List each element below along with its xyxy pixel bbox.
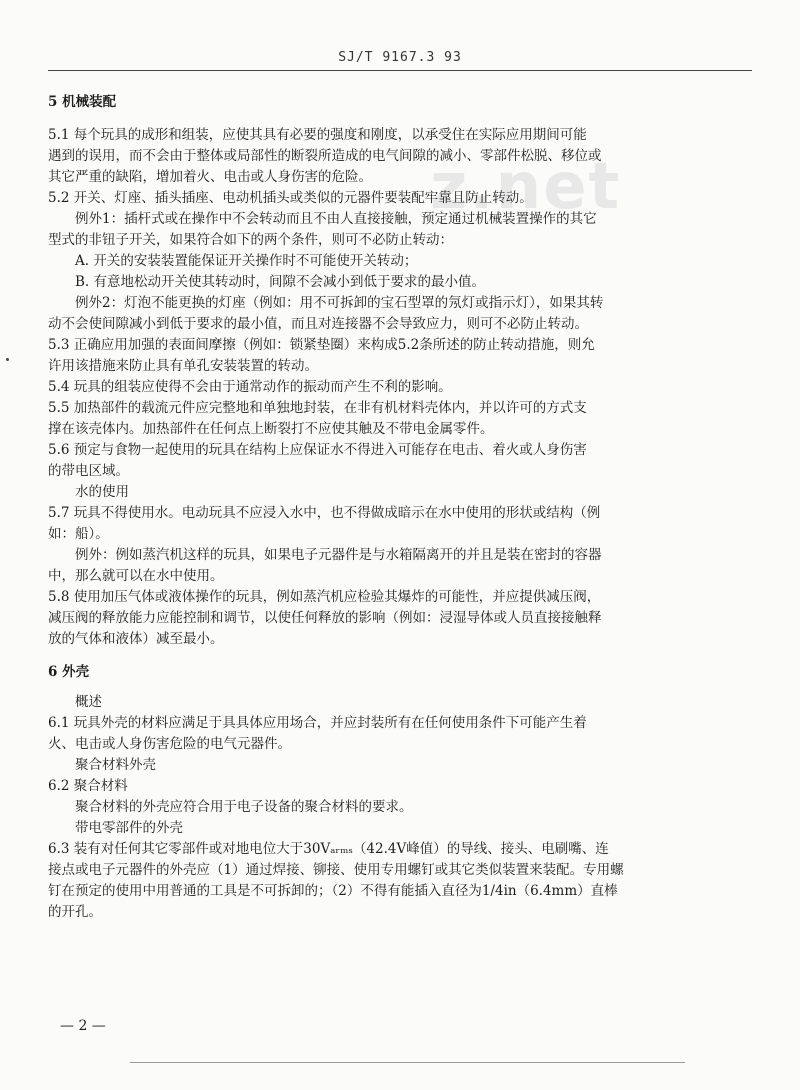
text-line: 撑在该壳体内。加热部件在任何点上断裂打不应使其触及不带电金属零件。: [48, 421, 494, 437]
bottom-rule: [130, 1062, 685, 1063]
text-line: 5.1 每个玩具的成形和组装，应使其具有必要的强度和刚度，以承受住在实际应用期间可能: [48, 127, 587, 143]
spacer: [48, 683, 758, 692]
text-line: B. 有意地松动开关使其转动时，间隙不会减小到低于要求的最小值。: [75, 274, 486, 290]
text-line: 5.6 预定与食物一起使用的玩具在结构上应保证水不得进入可能存在电击、着火或人身伤害: [48, 442, 587, 458]
text-line: 5.8 使用加压气体或液体操作的玩具，例如蒸汽机应检验其爆炸的可能性，并应提供减压阀，: [48, 589, 601, 605]
text-line: 5.3 正确应用加强的表面间摩擦（例如：锁紧垫圈）来构成5.2条所述的防止转动措施，则允: [48, 337, 595, 353]
text-line: 6.1 玩具外壳的材料应满足于具具体应用场合，并应封装所有在任何使用条件下可能产生着: [48, 715, 587, 731]
scan-speck: [6, 358, 9, 361]
section-heading: 5 机械装配: [48, 94, 117, 110]
text-line: 5.4 玩具的组装应使得不会由于通常动作的振动而产生不利的影响。: [48, 379, 452, 395]
text-line: 如：船）。: [48, 526, 109, 542]
text-line: 钉在预定的使用中用普通的工具是不可拆卸的；（2）不得有能插入直径为1/4in（6.4mm）直棒: [48, 883, 618, 899]
text-line: 带电零部件的外壳: [75, 820, 183, 836]
text-line: 中，那么就可以在水中使用。: [48, 568, 224, 584]
text-line: 许用该措施来防止具有单孔安装装置的转动。: [48, 358, 318, 374]
text-line: 例外1：插杆式或在操作中不会转动而且不由人直接接触，预定通过机械装置操作的其它: [75, 211, 597, 227]
text-line: 概述: [75, 694, 102, 710]
header-rule: [48, 70, 752, 71]
text-line: 动不会使间隙减小到低于要求的最小值，而且对连接器不会导致应力，则可不必防止转动。: [48, 316, 588, 332]
text-line: 减压阀的释放能力应能控制和调节，以使任何释放的影响（例如：浸湿导体或人员直接接触释: [48, 610, 602, 626]
text-line: 火、电击或人身伤害危险的电气元器件。: [48, 736, 291, 752]
text-line: A. 开关的安装装置能保证开关操作时不可能使开关转动；: [75, 253, 418, 269]
section-heading: 6 外壳: [48, 664, 90, 680]
standard-code-header: SJ/T 9167.3 93: [338, 50, 462, 65]
spacer: [48, 113, 758, 125]
text-line: 5.5 加热部件的载流元件应完整地和单独地封装，在非有机材料壳体内，并以许可的方式支: [48, 400, 587, 416]
text-line: 5.2 开关、灯座、插头插座、电动机插头或类似的元器件要装配牢靠且防止转动。: [48, 190, 533, 206]
spacer: [48, 650, 758, 662]
text-line: 型式的非钮子开关，如果符合如下的两个条件，则可不必防止转动：: [48, 232, 453, 248]
text-line: 的开孔。: [48, 904, 102, 920]
text-line: 的带电区域。: [48, 463, 129, 479]
document-body: [48, 92, 758, 923]
text-line: 遇到的误用，而不会由于整体或局部性的断裂所造成的电气间隙的减小、零部件松脱、移位或: [48, 148, 602, 164]
text-line: 水的使用: [75, 484, 129, 500]
text-line: 5.7 玩具不得使用水。电动玩具不应浸入水中，也不得做成暗示在水中使用的形状或结构（例: [48, 505, 601, 521]
watermark: z.net: [430, 150, 622, 224]
text-line: 例外2：灯泡不能更换的灯座（例如：用不可拆卸的宝石型罩的氖灯或指示灯），如果其转: [75, 295, 604, 311]
text-line: 6.3 装有对任何其它零部件或对地电位大于30Vₐᵣₘₛ（42.4V峰值）的导线、接头、电刷嘴、连: [48, 841, 609, 857]
page-number: — 2 —: [60, 1018, 106, 1034]
text-line: 聚合材料的外壳应符合用于电子设备的聚合材料的要求。: [75, 799, 413, 815]
text-line: 接点或电子元器件的外壳应（1）通过焊接、铆接、使用专用螺钉或其它类似装置来装配。专用螺: [48, 862, 624, 878]
text-line: 放的气体和液体）减至最小。: [48, 631, 224, 647]
text-line: 6.2 聚合材料: [48, 778, 128, 794]
text-line: 聚合材料外壳: [75, 757, 156, 773]
text-line: 例外：例如蒸汽机这样的玩具，如果电子元器件是与水箱隔离开的并且是装在密封的容器: [75, 547, 602, 563]
text-line: 其它严重的缺陷，增加着火、电击或人身伤害的危险。: [48, 169, 372, 185]
